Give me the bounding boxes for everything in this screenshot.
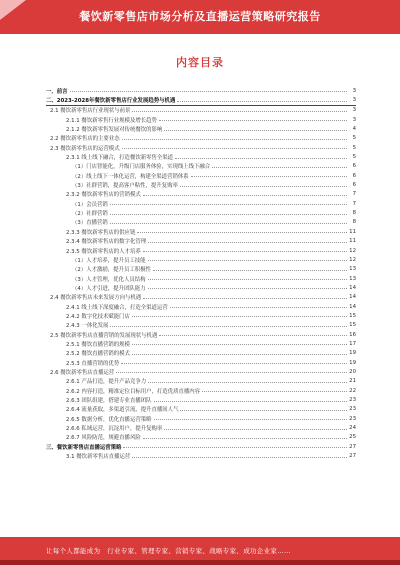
toc-entry-page: 21 xyxy=(349,378,356,385)
toc-entry-title: 2.4 餐饮新零售店未来发展方向与机遇 xyxy=(50,295,142,302)
toc-entry[interactable] xyxy=(46,171,356,180)
toc-entry-page: 16 xyxy=(349,331,356,338)
toc-entry-title: 2.3.3 餐饮新零售店的供应链 xyxy=(66,229,136,236)
toc-leader-dots xyxy=(212,167,347,168)
toc-leader-dots xyxy=(110,326,347,327)
header-bar xyxy=(0,0,400,34)
toc-entry[interactable] xyxy=(46,405,356,414)
toc-entry-title: 2.6 餐饮新零售店直播运营 xyxy=(50,369,115,376)
toc-entry-title: （4）人才引进，提升团队能力 xyxy=(72,285,146,292)
toc-entry[interactable] xyxy=(46,293,356,302)
toc-entry[interactable] xyxy=(46,152,356,161)
toc-entry[interactable] xyxy=(46,377,356,386)
toc-entry-title: 2.6.6 私域运营，沉淀用户，提升复购率 xyxy=(66,426,163,433)
toc-leader-dots xyxy=(132,111,347,112)
toc-entry[interactable] xyxy=(46,358,356,367)
toc-leader-dots xyxy=(153,270,347,271)
toc-entry[interactable] xyxy=(46,86,356,95)
toc-entry-page: 7 xyxy=(352,200,356,207)
toc-entry[interactable] xyxy=(46,414,356,423)
toc-entry[interactable] xyxy=(46,106,356,115)
toc-entry-title: 2.2 餐饮新零售店的主要业态 xyxy=(50,136,120,143)
toc-entry-title: 2.1 餐饮新零售店行业现状与前景 xyxy=(50,108,131,115)
toc-entry-page: 25 xyxy=(349,434,356,441)
toc-leader-dots xyxy=(154,401,347,402)
toc-entry[interactable] xyxy=(46,265,356,274)
toc-entry-page: 24 xyxy=(349,425,356,432)
toc-entry[interactable] xyxy=(46,442,356,451)
toc-entry-title: （1）会员营销 xyxy=(72,201,108,208)
toc-entry[interactable] xyxy=(46,423,356,432)
toc-leader-dots xyxy=(110,204,347,205)
toc-entry-page: 12 xyxy=(349,247,356,254)
toc-leader-dots xyxy=(159,335,347,336)
toc-leader-dots xyxy=(132,457,347,458)
toc-leader-dots xyxy=(132,344,347,345)
toc-entry-page: 13 xyxy=(349,266,356,273)
toc-entry-title: 3.1 餐饮新零售店直播运营 xyxy=(66,454,131,461)
toc-entry-page: 22 xyxy=(349,387,356,394)
toc-entry-page: 6 xyxy=(352,172,356,179)
toc-leader-dots xyxy=(137,232,347,233)
toc-entry-title: 2.6.4 流量获取，多渠道引流，提升直播间人气 xyxy=(66,407,179,414)
toc-leader-dots xyxy=(164,429,347,430)
toc-entry[interactable] xyxy=(46,246,356,255)
toc-entry[interactable] xyxy=(46,367,356,376)
toc-entry-page: 12 xyxy=(349,256,356,263)
toc-entry-title: 2.4.3 一体化发展 xyxy=(66,323,109,330)
toc-leader-dots xyxy=(143,298,347,299)
toc-entry-page: 8 xyxy=(352,210,356,217)
toc-entry-page: 7 xyxy=(352,191,356,198)
toc-entry-page: 3 xyxy=(352,116,356,123)
toc-leader-dots xyxy=(132,316,347,317)
toc-leader-dots xyxy=(180,410,347,411)
toc-entry-title: 2.3.1 线上线下融合，打造餐饮新零售全渠道 xyxy=(66,155,174,162)
footer-slogan: 让每个人都能成为 行业专家、管理专家、营销专家、战略专家、成功企业家…… xyxy=(46,547,291,555)
toc-entry-title: 2.6.2 内容打造，精准定位目标用户，打造优质直播内容 xyxy=(66,388,201,395)
toc-entry[interactable] xyxy=(46,395,356,404)
toc-entry[interactable] xyxy=(46,451,356,460)
toc-entry-title: 2.3.5 餐饮新零售店的人才培养 xyxy=(66,248,141,255)
toc-leader-dots xyxy=(110,214,347,215)
toc-entry-title: 2.4.1 线上线下深度融合，打造全渠道运营 xyxy=(66,304,168,311)
toc-leader-dots xyxy=(122,139,347,140)
toc-entry[interactable] xyxy=(46,321,356,330)
toc-entry[interactable] xyxy=(46,349,356,358)
toc-entry-page: 27 xyxy=(349,453,356,460)
toc-entry-page: 5 xyxy=(352,154,356,161)
toc-entry-title: （2）人才激励，提升员工积极性 xyxy=(72,267,151,274)
toc-entry[interactable] xyxy=(46,339,356,348)
toc-entry[interactable] xyxy=(46,208,356,217)
toc-entry-title: 三、餐饮新零售店直播运营策略 xyxy=(46,444,122,451)
toc-leader-dots xyxy=(148,242,347,243)
table-of-contents xyxy=(46,86,356,461)
toc-entry-page: 6 xyxy=(352,182,356,189)
toc-entry-title: 2.6.5 数据分析，优化直播运营策略 xyxy=(66,416,152,423)
toc-entry-title: 2.3 餐饮新零售店的运营模式 xyxy=(50,145,120,152)
toc-entry-page: 5 xyxy=(352,144,356,151)
toc-entry[interactable] xyxy=(46,227,356,236)
toc-entry-page: 4 xyxy=(352,126,356,133)
toc-entry-title: 一、前言 xyxy=(46,88,68,95)
toc-leader-dots xyxy=(148,382,347,383)
toc-leader-dots xyxy=(143,251,347,252)
toc-leader-dots xyxy=(143,195,347,196)
toc-entry-title: （3）人才管理，优化人员结构 xyxy=(72,276,146,283)
toc-entry[interactable] xyxy=(46,143,356,152)
toc-entry-page: 19 xyxy=(349,359,356,366)
toc-entry[interactable] xyxy=(46,162,356,171)
toc-leader-dots xyxy=(202,391,347,392)
toc-entry[interactable] xyxy=(46,255,356,264)
toc-entry-page: 3 xyxy=(352,97,356,104)
toc-entry-page: 17 xyxy=(349,340,356,347)
toc-entry-title: 2.5.3 直播营销的优势 xyxy=(66,360,120,367)
toc-entry[interactable] xyxy=(46,199,356,208)
toc-leader-dots xyxy=(180,186,347,187)
toc-entry-page: 23 xyxy=(349,415,356,422)
footer-bottom-stripe xyxy=(0,560,400,565)
toc-leader-dots xyxy=(122,148,347,149)
toc-entry-page: 23 xyxy=(349,397,356,404)
toc-entry-page: 15 xyxy=(349,312,356,319)
toc-entry-title: （2）线上线下一体化运营，构建全渠道营销体系 xyxy=(72,173,189,180)
toc-entry-title: 2.5.1 餐饮直播营销的规模 xyxy=(66,341,130,348)
toc-entry-page: 5 xyxy=(352,135,356,142)
toc-leader-dots xyxy=(110,223,347,224)
toc-entry-title: 2.6.3 团队组建，搭建专业直播团队 xyxy=(66,398,152,405)
toc-leader-dots xyxy=(70,91,347,92)
toc-entry-page: 27 xyxy=(349,443,356,450)
toc-leader-dots xyxy=(148,279,347,280)
toc-entry[interactable] xyxy=(46,386,356,395)
toc-leader-dots xyxy=(123,447,347,448)
toc-entry[interactable] xyxy=(46,190,356,199)
toc-entry[interactable] xyxy=(46,95,356,105)
toc-entry-title: （2）社群营销 xyxy=(72,211,108,218)
toc-entry-page: 6 xyxy=(352,163,356,170)
toc-entry-page: 3 xyxy=(352,87,356,94)
toc-entry[interactable] xyxy=(46,283,356,292)
toc-entry[interactable] xyxy=(46,237,356,246)
toc-entry-title: 2.3.2 餐饮新零售店的营销模式 xyxy=(66,192,141,199)
toc-entry-title: 2.5 餐饮新零售店直播营销的发展现状与机遇 xyxy=(50,332,158,339)
toc-entry-title: 2.6.1 产品打造，提升产品竞争力 xyxy=(66,379,147,386)
toc-leader-dots xyxy=(116,372,347,373)
toc-entry[interactable] xyxy=(46,124,356,133)
toc-entry-title: 2.1.2 餐饮新零售发展对传统餐饮的影响 xyxy=(66,127,163,134)
toc-entry-page: 11 xyxy=(349,238,356,245)
toc-entry[interactable] xyxy=(46,330,356,339)
toc-leader-dots xyxy=(148,260,347,261)
toc-entry[interactable] xyxy=(46,180,356,189)
toc-leader-dots xyxy=(132,354,347,355)
toc-entry-page: 23 xyxy=(349,406,356,413)
toc-entry-title: 2.1.1 餐饮新零售行业规模及增长趋势 xyxy=(66,117,157,124)
toc-entry-page: 20 xyxy=(349,368,356,375)
toc-entry-title: 二、2023-2028年餐饮新零售店行业发展趋势与机遇 xyxy=(46,98,176,105)
toc-entry-title: （3）直播营销 xyxy=(72,220,108,227)
toc-entry[interactable] xyxy=(46,115,356,124)
toc-entry[interactable] xyxy=(46,311,356,320)
toc-entry-page: 8 xyxy=(352,219,356,226)
toc-entry-title: 2.6.7 风险防范，规避直播风险 xyxy=(66,435,141,442)
toc-entry-page: 11 xyxy=(349,228,356,235)
toc-leader-dots xyxy=(154,419,347,420)
toc-entry[interactable] xyxy=(46,218,356,227)
toc-leader-dots xyxy=(143,438,347,439)
toc-leader-dots xyxy=(121,363,347,364)
toc-entry-page: 14 xyxy=(349,303,356,310)
toc-leader-dots xyxy=(159,120,347,121)
toc-entry-title: 2.3.4 餐饮新零售店的数字化管理 xyxy=(66,239,147,246)
toc-entry-page: 14 xyxy=(349,284,356,291)
toc-entry-page: 14 xyxy=(349,294,356,301)
toc-leader-dots xyxy=(170,307,347,308)
toc-entry-title: 2.4.2 数字化技术赋能门店 xyxy=(66,313,130,320)
toc-leader-dots xyxy=(191,176,347,177)
toc-entry-title: （1）人才培养，提升员工技能 xyxy=(72,257,146,264)
toc-entry-page: 15 xyxy=(349,322,356,329)
toc-leader-dots xyxy=(164,130,347,131)
toc-leader-dots xyxy=(177,101,347,102)
toc-entry[interactable] xyxy=(46,433,356,442)
report-title: 餐饮新零售店市场分析及直播运营策略研究报告 xyxy=(79,10,321,23)
toc-entry-page: 13 xyxy=(349,275,356,282)
toc-entry-title: 2.5.2 餐饮直播营销的模式 xyxy=(66,351,130,358)
toc-entry[interactable] xyxy=(46,302,356,311)
toc-leader-dots xyxy=(148,288,347,289)
toc-entry-page: 3 xyxy=(352,107,356,114)
toc-entry-page: 19 xyxy=(349,350,356,357)
toc-entry-title: （1）门店智能化，升级门店服务体验，实现线上线下融合 xyxy=(72,164,211,171)
toc-entry[interactable] xyxy=(46,134,356,143)
toc-heading: 内容目录 xyxy=(176,56,224,69)
toc-entry-title: （3）社群营销，提高客户粘性，提升复购率 xyxy=(72,183,178,190)
toc-leader-dots xyxy=(175,158,347,159)
toc-entry[interactable] xyxy=(46,274,356,283)
